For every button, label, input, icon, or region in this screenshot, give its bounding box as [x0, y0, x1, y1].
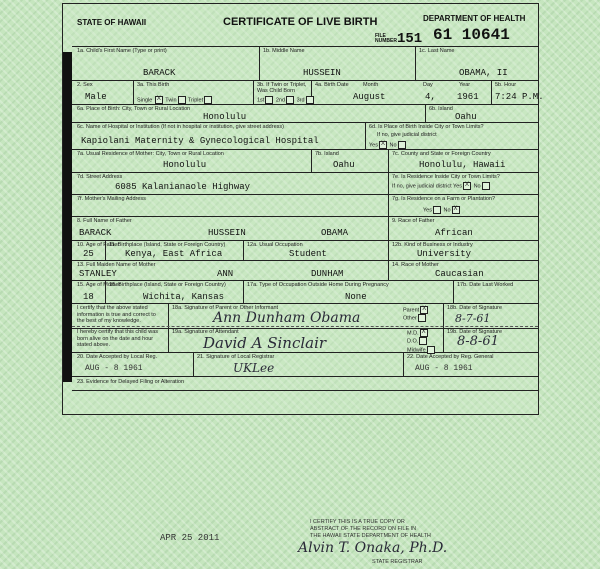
label-mother-race: 14. Race of Mother: [392, 262, 439, 268]
label-father-age: 10. Age of Father: [77, 242, 120, 248]
birth-certificate-form: [62, 3, 544, 415]
birth-hour: 7:24 P.M.: [495, 92, 544, 102]
label-month: Month: [363, 82, 379, 88]
label-inside-limits: 6d. Is Place of Birth Inside City or Town Limits?: [369, 124, 484, 130]
mother-first-name: STANLEY: [79, 269, 117, 279]
mother-occupation: None: [345, 292, 367, 302]
label-father-occupation: 12a. Usual Occupation: [247, 242, 303, 248]
first-born-checkbox[interactable]: [265, 96, 273, 104]
certification-date-stamp: APR 25 2011: [160, 533, 220, 543]
attendant-signature: David A Sinclair: [203, 334, 327, 352]
farm-no-checkbox[interactable]: X: [453, 206, 458, 212]
label-father-business: 12b. Kind of Business or Industry: [392, 242, 473, 248]
label-sex: 2. Sex: [77, 82, 93, 88]
local-registrar-signature: UKLee: [233, 361, 275, 375]
reg-general-date: AUG - 8 1961: [415, 364, 473, 373]
state-registrar-title: STATE REGISTRAR: [372, 559, 423, 565]
do-checkbox[interactable]: [419, 337, 427, 345]
inside-limits-yes-checkbox[interactable]: X: [380, 141, 385, 147]
label-last-name: 1c. Last Name: [419, 48, 455, 54]
triplet-checkbox[interactable]: [204, 96, 212, 104]
birth-day: 4,: [425, 92, 436, 102]
label-birth-date: 4a. Birth Date: [315, 82, 349, 88]
child-last-name: OBAMA, II: [459, 68, 508, 78]
birth-month: August: [353, 92, 386, 102]
father-race: African: [435, 228, 473, 238]
hospital-name: Kapiolani Maternity & Gynecological Hospital: [81, 136, 319, 146]
residence-island: Oahu: [333, 160, 355, 170]
label-local-registrar: 21. Signature of Local Registrar: [197, 354, 275, 360]
mother-birthplace: Wichita, Kansas: [143, 292, 225, 302]
birth-type-options: Single X Twin Triplet: [137, 96, 213, 104]
label-mother-name: 13. Full Maiden Name of Mother: [77, 262, 156, 268]
parent-checkbox[interactable]: X: [422, 306, 427, 312]
father-occupation: Student: [289, 249, 327, 259]
label-county: 7c. County and State or Foreign Country: [392, 151, 491, 157]
inside-limits-options: Yes X No: [369, 141, 407, 149]
mother-age: 18: [83, 292, 94, 302]
sex-value: Male: [85, 92, 107, 102]
farm-yes-checkbox[interactable]: [433, 206, 441, 214]
father-age: 25: [83, 249, 94, 259]
residence-county: Honolulu, Hawaii: [419, 160, 506, 170]
file-number-label: FILE NUMBER: [375, 33, 397, 44]
local-reg-date: AUG - 8 1961: [85, 364, 143, 373]
label-father-birthplace: 11. Birthplace (Island, State or Foreign Country): [109, 242, 226, 248]
informant-type-options: Parent X Other: [403, 306, 427, 322]
father-middle-name: HUSSEIN: [208, 228, 246, 238]
child-first-name: BARACK: [143, 68, 176, 78]
label-residence: 7a. Usual Residence of Mother: City, Town or Rural Location: [77, 151, 224, 157]
label-father-race: 9. Race of Father: [392, 218, 435, 224]
label-res-island: 7b. Island: [315, 151, 339, 157]
department-label: DEPARTMENT OF HEALTH: [423, 14, 526, 23]
single-checkbox[interactable]: X: [156, 96, 161, 102]
label-informant-date: 18b. Date of Signature: [447, 305, 503, 311]
certificate-number: 61 10641: [433, 26, 510, 44]
label-res-inside-limits: 7e. Is Residence Inside City or Town Limits?: [392, 174, 500, 180]
label-date-last-worked: 17b. Date Last Worked: [457, 282, 514, 288]
label-this-birth: 3a. This Birth: [137, 82, 170, 88]
certify-informant-text: I certify that the above stated information is true and correct to the best of my knowledge.: [77, 305, 156, 324]
label-hour: 5b. Hour: [495, 82, 517, 88]
father-last-name: OBAMA: [321, 228, 349, 238]
label-place-of-birth: 6a. Place of Birth: City, Town or Rural Location: [77, 106, 191, 112]
res-inside-options: If no, give judicial district Yes X No: [392, 182, 491, 190]
label-street: 7d. Street Address: [77, 174, 123, 180]
label-attendant-signature: 19a. Signature of Attendant: [172, 329, 239, 335]
parent-signature-date: 8-7-61: [455, 312, 491, 325]
birth-island: Oahu: [455, 112, 477, 122]
attendant-type-options: M.D. X D.O. Midwife: [407, 329, 436, 354]
father-business: University: [417, 249, 472, 259]
certification-text: I CERTIFY THIS IS A TRUE COPY OR ABSTRACT OF THE RECORD ON FILE IN THE HAWAII STATE DEPARTMENT OF HEALTH: [310, 519, 431, 539]
label-mother-age: 15. Age of Mother: [77, 282, 121, 288]
label-attendant-date: 19b. Date of Signature: [447, 329, 503, 335]
parent-signature: Ann Dunham Obama: [213, 310, 361, 326]
label-middle-name: 1b. Middle Name: [263, 48, 305, 54]
state-label: STATE OF HAWAII: [77, 18, 147, 27]
label-reg-general-date: 22. Date Accepted by Reg. General: [407, 354, 494, 360]
mother-middle-name: ANN: [217, 269, 234, 279]
mother-last-name: DUNHAM: [311, 269, 344, 279]
file-number: 151: [397, 31, 423, 47]
certify-attendant-text: I hereby certify that this child was born alive on the date and hour stated above.: [77, 329, 159, 348]
birth-city: Honolulu: [203, 112, 247, 122]
label-mailing-address: 7f. Mother's Mailing Address: [77, 196, 146, 202]
attendant-signature-date: 8-8-61: [457, 334, 499, 349]
father-birthplace: Kenya, East Africa: [125, 249, 223, 259]
mother-race: Caucasian: [435, 269, 484, 279]
midwife-checkbox[interactable]: [427, 346, 435, 354]
label-island: 6b. Island: [429, 106, 453, 112]
street-address: 6085 Kalanianaole Highway: [115, 182, 251, 192]
label-farm: 7g. Is Residence on a Farm or Plantation?: [392, 196, 496, 202]
res-inside-yes-checkbox[interactable]: X: [465, 182, 470, 188]
label-judicial-district: If no, give judicial district: [377, 132, 437, 138]
res-inside-no-checkbox[interactable]: [482, 182, 490, 190]
second-born-checkbox[interactable]: [286, 96, 294, 104]
label-informant-signature: 18a. Signature of Parent or Other Informant: [172, 305, 279, 311]
label-first-name: 1a. Child's First Name (Type or print): [77, 48, 167, 54]
twin-checkbox[interactable]: [178, 96, 186, 104]
twin-order-options: 1st 2nd 3rd: [257, 96, 315, 104]
farm-options: Yes No X: [423, 206, 458, 214]
label-father-name: 8. Full Name of Father: [77, 218, 132, 224]
label-hospital: 6c. Name of Hospital or Institution (If not in hospital or institution, give street address): [77, 124, 284, 130]
inside-limits-no-checkbox[interactable]: [398, 141, 406, 149]
label-year: Year: [459, 82, 471, 88]
birth-year: 1961: [457, 92, 479, 102]
certificate-title: CERTIFICATE OF LIVE BIRTH: [223, 16, 378, 28]
label-delayed-filing: 23. Evidence for Delayed Filing or Alteration: [77, 379, 185, 385]
label-local-reg-date: 20. Date Accepted by Local Reg.: [77, 354, 158, 360]
father-first-name: BARACK: [79, 228, 112, 238]
residence-city: Honolulu: [163, 160, 207, 170]
state-registrar-signature: Alvin T. Onaka, Ph.D.: [298, 540, 448, 556]
other-checkbox[interactable]: [418, 314, 426, 322]
label-day: Day: [423, 82, 433, 88]
third-born-checkbox[interactable]: [306, 96, 314, 104]
label-mother-occupation: 17a. Type of Occupation Outside Home During Pregnancy: [247, 282, 389, 288]
binding-strip: [63, 52, 72, 382]
child-middle-name: HUSSEIN: [303, 68, 341, 78]
label-twin-order: 3b. If Twin or Triplet, Was Child Born: [257, 82, 307, 94]
md-checkbox[interactable]: X: [421, 329, 426, 335]
label-mother-birthplace: 16. Birthplace (Island, State or Foreign Country): [109, 282, 226, 288]
